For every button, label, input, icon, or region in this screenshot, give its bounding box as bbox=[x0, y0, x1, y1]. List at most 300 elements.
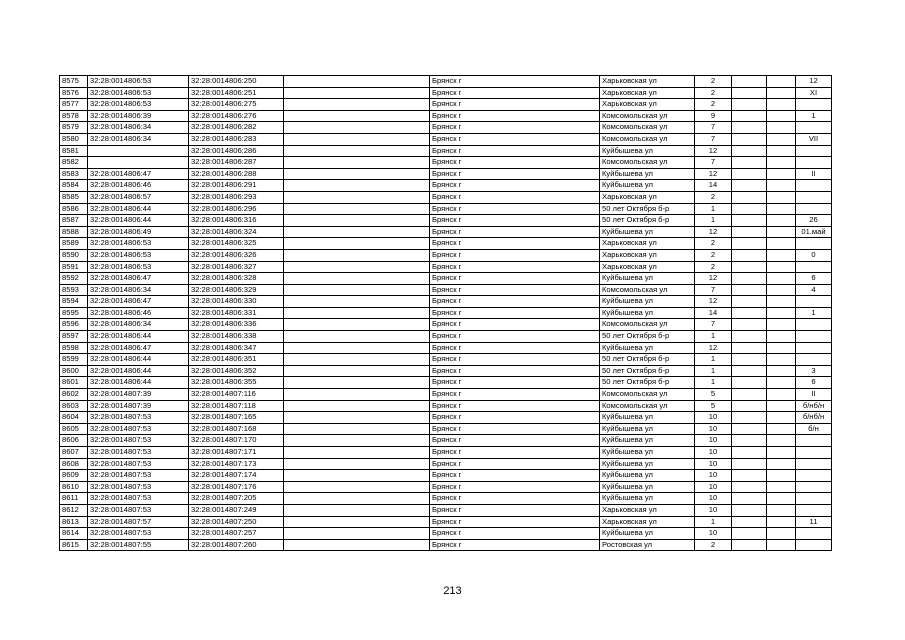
cadastral-number: 32:28:0014807:173 bbox=[189, 458, 284, 470]
blank-cell bbox=[284, 423, 430, 435]
blank-cell bbox=[284, 273, 430, 285]
row-number: 8600 bbox=[60, 365, 88, 377]
city-cell: Брянск г bbox=[430, 481, 600, 493]
row-number: 8599 bbox=[60, 354, 88, 366]
table-row bbox=[60, 470, 832, 482]
parent-cadastral-number: 32:28:0014806:47 bbox=[88, 168, 189, 180]
city-cell: Брянск г bbox=[430, 261, 600, 273]
blank-cell bbox=[284, 110, 430, 122]
blank-cell bbox=[284, 331, 430, 343]
cadastral-number: 32:28:0014806:330 bbox=[189, 296, 284, 308]
blank-cell bbox=[767, 354, 796, 366]
parent-cadastral-number: 32:28:0014807:53 bbox=[88, 493, 189, 505]
blank-cell bbox=[767, 110, 796, 122]
city-cell: Брянск г bbox=[430, 249, 600, 261]
table-row bbox=[60, 273, 832, 285]
house-number: 10 bbox=[695, 435, 732, 447]
row-number: 8594 bbox=[60, 296, 88, 308]
blank-cell bbox=[732, 307, 767, 319]
blank-cell bbox=[767, 528, 796, 540]
blank-cell bbox=[732, 296, 767, 308]
blank-cell bbox=[767, 481, 796, 493]
city-cell: Брянск г bbox=[430, 435, 600, 447]
cadastral-number: 32:28:0014807:260 bbox=[189, 539, 284, 551]
blank-cell bbox=[767, 284, 796, 296]
blank-cell bbox=[767, 296, 796, 308]
row-number: 8590 bbox=[60, 249, 88, 261]
blank-cell bbox=[732, 412, 767, 424]
parent-cadastral-number: 32:28:0014806:44 bbox=[88, 377, 189, 389]
row-number: 8605 bbox=[60, 423, 88, 435]
house-number: 1 bbox=[695, 215, 732, 227]
cadastral-number: 32:28:0014806:325 bbox=[189, 238, 284, 250]
row-number: 8576 bbox=[60, 87, 88, 99]
row-number: 8591 bbox=[60, 261, 88, 273]
row-number: 8603 bbox=[60, 400, 88, 412]
blank-cell bbox=[767, 307, 796, 319]
blank-cell bbox=[767, 447, 796, 459]
house-number: 1 bbox=[695, 354, 732, 366]
row-number: 8614 bbox=[60, 528, 88, 540]
house-number: 1 bbox=[695, 377, 732, 389]
cadastral-number: 32:28:0014806:327 bbox=[189, 261, 284, 273]
cadastral-number: 32:28:0014807:174 bbox=[189, 470, 284, 482]
blank-cell bbox=[732, 180, 767, 192]
cadastral-number: 32:28:0014806:347 bbox=[189, 342, 284, 354]
cadastral-number: 32:28:0014806:355 bbox=[189, 377, 284, 389]
blank-cell bbox=[732, 226, 767, 238]
city-cell: Брянск г bbox=[430, 400, 600, 412]
street-cell: Куйбышева ул bbox=[600, 493, 695, 505]
row-number: 8584 bbox=[60, 180, 88, 192]
table-row bbox=[60, 110, 832, 122]
cadastral-number: 32:28:0014806:329 bbox=[189, 284, 284, 296]
apartment-cell bbox=[796, 435, 832, 447]
street-cell: Куйбышева ул bbox=[600, 145, 695, 157]
cadastral-number: 32:28:0014806:336 bbox=[189, 319, 284, 331]
apartment-cell bbox=[796, 493, 832, 505]
city-cell: Брянск г bbox=[430, 319, 600, 331]
row-number: 8612 bbox=[60, 504, 88, 516]
row-number: 8598 bbox=[60, 342, 88, 354]
row-number: 8578 bbox=[60, 110, 88, 122]
house-number: 5 bbox=[695, 389, 732, 401]
street-cell: Комсомольская ул bbox=[600, 110, 695, 122]
house-number: 12 bbox=[695, 296, 732, 308]
apartment-cell bbox=[796, 157, 832, 169]
city-cell: Брянск г bbox=[430, 377, 600, 389]
house-number: 9 bbox=[695, 110, 732, 122]
parent-cadastral-number: 32:28:0014806:53 bbox=[88, 87, 189, 99]
street-cell: Харьковская ул bbox=[600, 238, 695, 250]
apartment-cell bbox=[796, 99, 832, 111]
table-row bbox=[60, 226, 832, 238]
blank-cell bbox=[767, 458, 796, 470]
blank-cell bbox=[284, 145, 430, 157]
parent-cadastral-number: 32:28:0014806:34 bbox=[88, 284, 189, 296]
parent-cadastral-number: 32:28:0014807:53 bbox=[88, 435, 189, 447]
row-number: 8593 bbox=[60, 284, 88, 296]
blank-cell bbox=[732, 400, 767, 412]
blank-cell bbox=[732, 261, 767, 273]
house-number: 12 bbox=[695, 342, 732, 354]
street-cell: Комсомольская ул bbox=[600, 319, 695, 331]
parent-cadastral-number: 32:28:0014807:53 bbox=[88, 504, 189, 516]
street-cell: Куйбышева ул bbox=[600, 412, 695, 424]
street-cell: Куйбышева ул bbox=[600, 296, 695, 308]
city-cell: Брянск г bbox=[430, 516, 600, 528]
blank-cell bbox=[732, 447, 767, 459]
apartment-cell bbox=[796, 470, 832, 482]
cadastral-number: 32:28:0014806:296 bbox=[189, 203, 284, 215]
parent-cadastral-number: 32:28:0014806:49 bbox=[88, 226, 189, 238]
cadastral-number: 32:28:0014807:249 bbox=[189, 504, 284, 516]
apartment-cell bbox=[796, 458, 832, 470]
row-number: 8579 bbox=[60, 122, 88, 134]
apartment-cell bbox=[796, 319, 832, 331]
parent-cadastral-number: 32:28:0014806:53 bbox=[88, 76, 189, 88]
blank-cell bbox=[732, 110, 767, 122]
house-number: 1 bbox=[695, 331, 732, 343]
city-cell: Брянск г bbox=[430, 157, 600, 169]
cadastral-number: 32:28:0014807:116 bbox=[189, 389, 284, 401]
blank-cell bbox=[284, 365, 430, 377]
cadastral-number: 32:28:0014806:293 bbox=[189, 191, 284, 203]
blank-cell bbox=[732, 423, 767, 435]
city-cell: Брянск г bbox=[430, 504, 600, 516]
table-row bbox=[60, 238, 832, 250]
house-number: 2 bbox=[695, 249, 732, 261]
street-cell: Куйбышева ул bbox=[600, 180, 695, 192]
street-cell: Комсомольская ул bbox=[600, 389, 695, 401]
blank-cell bbox=[732, 481, 767, 493]
blank-cell bbox=[767, 145, 796, 157]
table-row bbox=[60, 157, 832, 169]
registry-table bbox=[59, 75, 832, 551]
city-cell: Брянск г bbox=[430, 458, 600, 470]
blank-cell bbox=[732, 157, 767, 169]
blank-cell bbox=[732, 215, 767, 227]
parent-cadastral-number: 32:28:0014807:39 bbox=[88, 400, 189, 412]
city-cell: Брянск г bbox=[430, 215, 600, 227]
cadastral-number: 32:28:0014806:251 bbox=[189, 87, 284, 99]
house-number: 14 bbox=[695, 307, 732, 319]
blank-cell bbox=[284, 168, 430, 180]
blank-cell bbox=[767, 180, 796, 192]
street-cell: 50 лет Октября б-р bbox=[600, 354, 695, 366]
blank-cell bbox=[767, 157, 796, 169]
city-cell: Брянск г bbox=[430, 307, 600, 319]
city-cell: Брянск г bbox=[430, 122, 600, 134]
parent-cadastral-number: 32:28:0014806:34 bbox=[88, 122, 189, 134]
street-cell: Куйбышева ул bbox=[600, 458, 695, 470]
blank-cell bbox=[767, 238, 796, 250]
parent-cadastral-number: 32:28:0014806:34 bbox=[88, 319, 189, 331]
blank-cell bbox=[732, 516, 767, 528]
apartment-cell: 6 bbox=[796, 377, 832, 389]
city-cell: Брянск г bbox=[430, 273, 600, 285]
parent-cadastral-number: 32:28:0014806:34 bbox=[88, 133, 189, 145]
city-cell: Брянск г bbox=[430, 423, 600, 435]
row-number: 8615 bbox=[60, 539, 88, 551]
table-row bbox=[60, 76, 832, 88]
blank-cell bbox=[767, 249, 796, 261]
blank-cell bbox=[767, 87, 796, 99]
street-cell: Комсомольская ул bbox=[600, 122, 695, 134]
apartment-cell bbox=[796, 528, 832, 540]
row-number: 8601 bbox=[60, 377, 88, 389]
row-number: 8589 bbox=[60, 238, 88, 250]
blank-cell bbox=[732, 504, 767, 516]
apartment-cell: 01.май bbox=[796, 226, 832, 238]
blank-cell bbox=[732, 145, 767, 157]
blank-cell bbox=[284, 342, 430, 354]
parent-cadastral-number: 32:28:0014806:53 bbox=[88, 99, 189, 111]
table-row bbox=[60, 145, 832, 157]
row-number: 8583 bbox=[60, 168, 88, 180]
cadastral-number: 32:28:0014806:275 bbox=[189, 99, 284, 111]
blank-cell bbox=[767, 122, 796, 134]
street-cell: Харьковская ул bbox=[600, 516, 695, 528]
city-cell: Брянск г bbox=[430, 412, 600, 424]
row-number: 8596 bbox=[60, 319, 88, 331]
city-cell: Брянск г bbox=[430, 365, 600, 377]
blank-cell bbox=[284, 238, 430, 250]
row-number: 8581 bbox=[60, 145, 88, 157]
table-row bbox=[60, 377, 832, 389]
parent-cadastral-number: 32:28:0014806:44 bbox=[88, 365, 189, 377]
street-cell: Куйбышева ул bbox=[600, 447, 695, 459]
blank-cell bbox=[732, 470, 767, 482]
street-cell: Куйбышева ул bbox=[600, 435, 695, 447]
apartment-cell: 11 bbox=[796, 516, 832, 528]
table-row bbox=[60, 412, 832, 424]
blank-cell bbox=[284, 504, 430, 516]
table-row bbox=[60, 354, 832, 366]
parent-cadastral-number: 32:28:0014806:47 bbox=[88, 296, 189, 308]
blank-cell bbox=[284, 87, 430, 99]
apartment-cell bbox=[796, 447, 832, 459]
table-row bbox=[60, 319, 832, 331]
blank-cell bbox=[284, 354, 430, 366]
blank-cell bbox=[767, 389, 796, 401]
table-row bbox=[60, 203, 832, 215]
blank-cell bbox=[284, 447, 430, 459]
cadastral-number: 32:28:0014806:283 bbox=[189, 133, 284, 145]
table-row bbox=[60, 447, 832, 459]
house-number: 7 bbox=[695, 284, 732, 296]
city-cell: Брянск г bbox=[430, 539, 600, 551]
blank-cell bbox=[767, 273, 796, 285]
apartment-cell: 1 bbox=[796, 307, 832, 319]
apartment-cell: XI bbox=[796, 87, 832, 99]
parent-cadastral-number: 32:28:0014807:53 bbox=[88, 528, 189, 540]
parent-cadastral-number: 32:28:0014806:39 bbox=[88, 110, 189, 122]
street-cell: Куйбышева ул bbox=[600, 528, 695, 540]
blank-cell bbox=[767, 261, 796, 273]
cadastral-number: 32:28:0014806:282 bbox=[189, 122, 284, 134]
apartment-cell: II bbox=[796, 389, 832, 401]
apartment-cell: VII bbox=[796, 133, 832, 145]
cadastral-number: 32:28:0014806:326 bbox=[189, 249, 284, 261]
blank-cell bbox=[284, 528, 430, 540]
blank-cell bbox=[767, 133, 796, 145]
blank-cell bbox=[732, 249, 767, 261]
blank-cell bbox=[284, 180, 430, 192]
city-cell: Брянск г bbox=[430, 331, 600, 343]
city-cell: Брянск г bbox=[430, 87, 600, 99]
blank-cell bbox=[284, 249, 430, 261]
street-cell: Харьковская ул bbox=[600, 261, 695, 273]
blank-cell bbox=[284, 319, 430, 331]
blank-cell bbox=[732, 342, 767, 354]
house-number: 10 bbox=[695, 528, 732, 540]
blank-cell bbox=[284, 122, 430, 134]
apartment-cell: 6 bbox=[796, 273, 832, 285]
cadastral-number: 32:28:0014807:171 bbox=[189, 447, 284, 459]
street-cell: Харьковская ул bbox=[600, 76, 695, 88]
city-cell: Брянск г bbox=[430, 296, 600, 308]
street-cell: Куйбышева ул bbox=[600, 226, 695, 238]
blank-cell bbox=[284, 470, 430, 482]
blank-cell bbox=[732, 76, 767, 88]
city-cell: Брянск г bbox=[430, 133, 600, 145]
house-number: 12 bbox=[695, 226, 732, 238]
parent-cadastral-number: 32:28:0014806:53 bbox=[88, 261, 189, 273]
city-cell: Брянск г bbox=[430, 203, 600, 215]
cadastral-number: 32:28:0014806:276 bbox=[189, 110, 284, 122]
row-number: 8609 bbox=[60, 470, 88, 482]
table-row bbox=[60, 365, 832, 377]
parent-cadastral-number: 32:28:0014807:53 bbox=[88, 423, 189, 435]
street-cell: Комсомольская ул bbox=[600, 284, 695, 296]
cadastral-number: 32:28:0014806:288 bbox=[189, 168, 284, 180]
blank-cell bbox=[732, 133, 767, 145]
blank-cell bbox=[732, 319, 767, 331]
house-number: 1 bbox=[695, 365, 732, 377]
blank-cell bbox=[284, 296, 430, 308]
parent-cadastral-number: 32:28:0014806:44 bbox=[88, 354, 189, 366]
street-cell: 50 лет Октября б-р bbox=[600, 365, 695, 377]
row-number: 8587 bbox=[60, 215, 88, 227]
street-cell: Куйбышева ул bbox=[600, 423, 695, 435]
cadastral-number: 32:28:0014807:176 bbox=[189, 481, 284, 493]
blank-cell bbox=[732, 273, 767, 285]
blank-cell bbox=[732, 87, 767, 99]
apartment-cell: б/н bbox=[796, 423, 832, 435]
apartment-cell bbox=[796, 354, 832, 366]
house-number: 2 bbox=[695, 261, 732, 273]
cadastral-number: 32:28:0014806:328 bbox=[189, 273, 284, 285]
blank-cell bbox=[767, 470, 796, 482]
blank-cell bbox=[767, 191, 796, 203]
row-number: 8597 bbox=[60, 331, 88, 343]
street-cell: Комсомольская ул bbox=[600, 400, 695, 412]
blank-cell bbox=[284, 215, 430, 227]
blank-cell bbox=[732, 389, 767, 401]
street-cell: 50 лет Октября б-р bbox=[600, 377, 695, 389]
blank-cell bbox=[732, 365, 767, 377]
city-cell: Брянск г bbox=[430, 528, 600, 540]
cadastral-number: 32:28:0014806:316 bbox=[189, 215, 284, 227]
apartment-cell bbox=[796, 261, 832, 273]
street-cell: Комсомольская ул bbox=[600, 157, 695, 169]
cadastral-number: 32:28:0014806:291 bbox=[189, 180, 284, 192]
parent-cadastral-number: 32:28:0014806:53 bbox=[88, 238, 189, 250]
blank-cell bbox=[767, 203, 796, 215]
street-cell: Харьковская ул bbox=[600, 249, 695, 261]
blank-cell bbox=[767, 76, 796, 88]
table-row bbox=[60, 284, 832, 296]
street-cell: Харьковская ул bbox=[600, 191, 695, 203]
city-cell: Брянск г bbox=[430, 110, 600, 122]
table-row bbox=[60, 87, 832, 99]
house-number: 10 bbox=[695, 412, 732, 424]
page-number: 213 bbox=[443, 585, 462, 597]
row-number: 8613 bbox=[60, 516, 88, 528]
street-cell: 50 лет Октября б-р bbox=[600, 331, 695, 343]
blank-cell bbox=[284, 133, 430, 145]
cadastral-number: 32:28:0014807:165 bbox=[189, 412, 284, 424]
blank-cell bbox=[284, 493, 430, 505]
house-number: 2 bbox=[695, 76, 732, 88]
city-cell: Брянск г bbox=[430, 191, 600, 203]
row-number: 8602 bbox=[60, 389, 88, 401]
house-number: 10 bbox=[695, 481, 732, 493]
row-number: 8604 bbox=[60, 412, 88, 424]
cadastral-number: 32:28:0014806:286 bbox=[189, 145, 284, 157]
table-row bbox=[60, 342, 832, 354]
table-row bbox=[60, 400, 832, 412]
blank-cell bbox=[284, 539, 430, 551]
house-number: 14 bbox=[695, 180, 732, 192]
table-row bbox=[60, 180, 832, 192]
city-cell: Брянск г bbox=[430, 447, 600, 459]
apartment-cell: 4 bbox=[796, 284, 832, 296]
blank-cell bbox=[284, 377, 430, 389]
table-row bbox=[60, 423, 832, 435]
blank-cell bbox=[284, 203, 430, 215]
blank-cell bbox=[767, 423, 796, 435]
blank-cell bbox=[767, 168, 796, 180]
blank-cell bbox=[767, 412, 796, 424]
cadastral-number: 32:28:0014807:168 bbox=[189, 423, 284, 435]
apartment-cell: 12 bbox=[796, 76, 832, 88]
parent-cadastral-number: 32:28:0014807:53 bbox=[88, 481, 189, 493]
street-cell: Ростовская ул bbox=[600, 539, 695, 551]
apartment-cell: II bbox=[796, 168, 832, 180]
registry-body bbox=[60, 76, 832, 551]
blank-cell bbox=[284, 261, 430, 273]
house-number: 10 bbox=[695, 458, 732, 470]
table-row bbox=[60, 191, 832, 203]
house-number: 1 bbox=[695, 516, 732, 528]
house-number: 2 bbox=[695, 539, 732, 551]
table-row bbox=[60, 307, 832, 319]
table-row bbox=[60, 458, 832, 470]
house-number: 10 bbox=[695, 470, 732, 482]
house-number: 12 bbox=[695, 145, 732, 157]
city-cell: Брянск г bbox=[430, 76, 600, 88]
house-number: 2 bbox=[695, 99, 732, 111]
blank-cell bbox=[284, 481, 430, 493]
cadastral-number: 32:28:0014807:170 bbox=[189, 435, 284, 447]
blank-cell bbox=[767, 516, 796, 528]
cadastral-number: 32:28:0014806:338 bbox=[189, 331, 284, 343]
blank-cell bbox=[732, 539, 767, 551]
parent-cadastral-number: 32:28:0014806:46 bbox=[88, 180, 189, 192]
street-cell: Куйбышева ул bbox=[600, 273, 695, 285]
